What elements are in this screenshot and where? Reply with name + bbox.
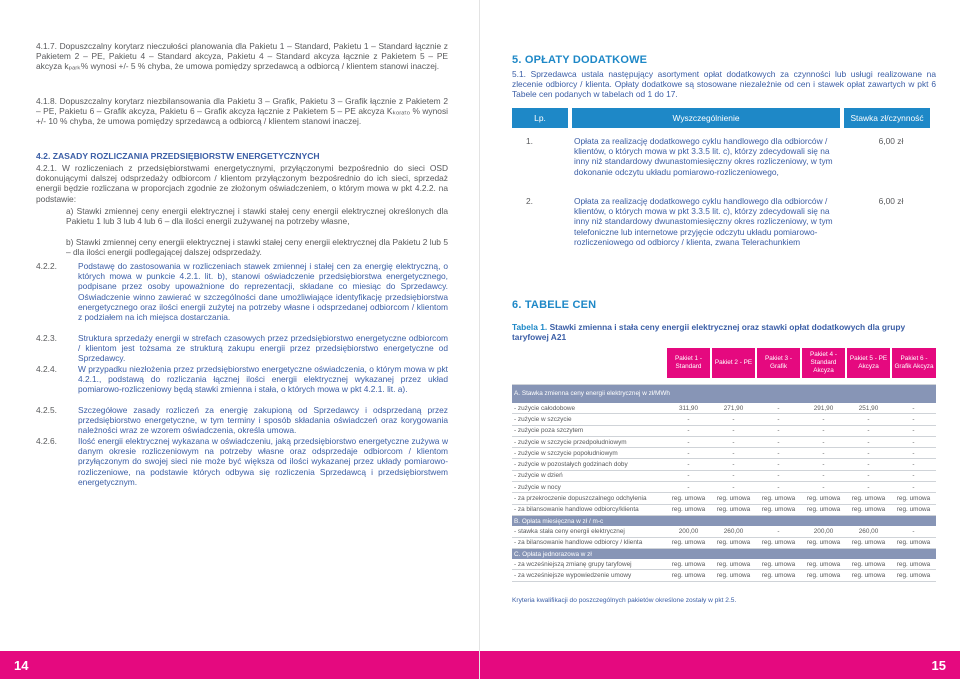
- table-cell: -: [666, 425, 711, 436]
- table-row: [512, 448, 936, 459]
- paragraph-number: 4.2.5.: [36, 405, 57, 415]
- paragraph-body: Ilość energii elektrycznej wykazana w oświadczeniu, jaką przedsiębiorstwo energetyczne zużywa w danym okresie rozliczeniowym na potrzeby własne oraz odsprzedaje odbiorcom / klientom przyłączonym do swojej sieci nie może być większa od ilości wykazanej przez układy pomiarowo-rozliczeniowe, na podstawie których odbywa się rozliczenia Sprzedawcą i przedsiębiorstwem energetycznym.: [78, 436, 448, 487]
- table-cell: reg. umowa: [801, 504, 846, 515]
- paragraph-number: 4.2.4.: [36, 364, 57, 374]
- table-cell: reg. umowa: [756, 537, 801, 548]
- table-cell: 291,90: [801, 403, 846, 414]
- row-label: - zużycie w dzień: [512, 470, 666, 481]
- table-row: [512, 526, 936, 537]
- paragraph-body: Szczegółowe zasady rozliczeń za energię zakupioną od Sprzedawcy i odsprzedaną przez przedsiębiorstwo energetyczne, w tym terminy i sposób składania oświadczeń oraz korygowania należności wraz ze wzorem oświadczenia, określa umowa.: [78, 405, 448, 436]
- table-cell: reg. umowa: [666, 504, 711, 515]
- table-cell: -: [891, 425, 936, 436]
- table-cell: reg. umowa: [846, 559, 891, 570]
- paragraph-body: Podstawę do zastosowania w rozliczeniach stawek zmiennej i stałej cen za energię elektryczną, o których mowa w punkcie 4.2.1. lit. b), stanowi oświadczenie przedsiębiorstwa energetycznego, podpisane przez osoby upoważnione do reprezentacji, składane co miesiąc do Sprzedawcy. Oświadczenie winno zawierać w szczególności dane umożliwiające identyfikację przedsiębiorstwa energetycznego oraz ilości energii zużytej na potrzeby własne i odsprzedanej odbiorcom / klientom z podziałem na ich miejsca dostarczania.: [78, 261, 448, 323]
- page-footer-bar: [0, 651, 479, 679]
- table-cell: -: [756, 436, 801, 447]
- row-label: - za przekroczenie dopuszczalnego odchylenia: [512, 493, 666, 504]
- table-cell: reg. umowa: [801, 559, 846, 570]
- table-cell: -: [756, 414, 801, 425]
- paragraph-4-2-4: [36, 364, 448, 395]
- table-cell: reg. umowa: [801, 570, 846, 581]
- page-number: 15: [931, 658, 946, 673]
- fee-lp: 2.: [526, 196, 533, 206]
- table-cell: reg. umowa: [711, 493, 756, 504]
- table-cell: reg. umowa: [666, 493, 711, 504]
- table-cell: reg. umowa: [756, 570, 801, 581]
- table-cell: -: [891, 526, 936, 537]
- table-cell: -: [891, 482, 936, 493]
- table-cell: 200,00: [666, 526, 711, 537]
- table-cell: -: [711, 482, 756, 493]
- table-cell: -: [846, 482, 891, 493]
- table-row: [512, 559, 936, 570]
- fee-description: Opłata za realizację dodatkowego cyklu handlowego dla odbiorców / klientów, o których mowa w pkt 3.3.5 lit. c), którzy zdecydowali się na inny niż standardowy dwunastomiesięczny okres rozliczeniowy, w tym telefoniczne lub internetowe przyjęcie odczytu układu pomiarowo-rozliczeniowego od odbiorcy / klienta, zwana Telerachunkiem: [574, 196, 833, 247]
- price-table-a21: [512, 348, 936, 582]
- table-cell: -: [711, 448, 756, 459]
- table-cell: 200,00: [801, 526, 846, 537]
- table-cell: reg. umowa: [756, 493, 801, 504]
- table-cell: -: [666, 470, 711, 481]
- table-cell: -: [891, 459, 936, 470]
- paragraph-body: Struktura sprzedaży energii w strefach czasowych przez przedsiębiorstwo energetyczne odbiorcom / klientom jest tożsama ze strukturą zakupu energii przez przedsiębiorstwo energetyczne od Sprzedawcy.: [78, 333, 448, 364]
- column-header: Pakiet 2 - PE: [711, 348, 756, 378]
- table-cell: -: [891, 470, 936, 481]
- table-cell: -: [711, 425, 756, 436]
- table-cell: reg. umowa: [666, 559, 711, 570]
- table-cell: -: [846, 470, 891, 481]
- table-cell: -: [666, 459, 711, 470]
- table-row: [512, 470, 936, 481]
- table-label: Tabela 1.: [512, 322, 548, 332]
- table-row: [512, 570, 936, 581]
- table-cell: 251,90: [846, 403, 891, 414]
- table-cell: reg. umowa: [801, 493, 846, 504]
- table-cell: reg. umowa: [666, 537, 711, 548]
- table-section-row: [512, 548, 936, 559]
- paragraph-5-1: 5.1. Sprzedawca ustala następujący asortyment opłat dodatkowych za czynności lub usługi realizowane na zlecenie odbiorcy / klienta. Opłaty dodatkowe są stosowane niezależnie od cen i stawek opłat zawartych w pkt 6 Tabele cen podanych w tabelach od 1 do 17.: [512, 69, 936, 100]
- table-cell: reg. umowa: [756, 504, 801, 515]
- table-cell: 311,90: [666, 403, 711, 414]
- table-row: [512, 436, 936, 447]
- table-cell: -: [801, 459, 846, 470]
- table-title: Stawki zmienna i stała ceny energii elektrycznej oraz stawki opłat dodatkowych dla grupy taryfowej A21: [512, 322, 906, 343]
- paragraph-number: 4.2.3.: [36, 333, 57, 343]
- table-cell: -: [846, 459, 891, 470]
- paragraph-4-2-1-a: a) Stawki zmiennej ceny energii elektrycznej i stawki stałej ceny energii elektrycznej określonych dla Pakietu 1 lub 3 lub 4 lub 6 – dla ilości energii zużywanej na potrzeby własne,: [66, 206, 448, 227]
- table-cell: -: [756, 526, 801, 537]
- row-label: - zużycie całodobowe: [512, 403, 666, 414]
- table-cell: -: [756, 470, 801, 481]
- table-cell: -: [801, 425, 846, 436]
- table-row: [512, 414, 936, 425]
- fees-table-header: [512, 108, 930, 128]
- table-row: [512, 425, 936, 436]
- table-row: [512, 493, 936, 504]
- table-cell: -: [711, 459, 756, 470]
- table-row: [512, 482, 936, 493]
- paragraph-4-2-5: [36, 405, 448, 436]
- paragraph-4-1-8: 4.1.8. Dopuszczalny korytarz niezbilansowania dla Pakietu 3 – Grafik, Pakietu 3 – Grafik łącznie z Pakietem 2 – PE, Pakietu 6 – Grafik akcyza, Pakietu 6 – Grafik akcyza łącznie z Pakietem 5 – PE akcyza Kₖₒᵣₐₜₒ % wynosi +/- 10 % chyba, że umowa pomiędzy sprzedawcą a odbiorcą / klientem stanowi inaczej.: [36, 96, 448, 127]
- row-label: - za wcześniejszą zmianę grupy taryfowej: [512, 559, 666, 570]
- table-cell: -: [711, 414, 756, 425]
- fee-rate: 6,00 zł: [878, 136, 904, 146]
- paragraph-4-2-3: [36, 333, 448, 364]
- table-cell: -: [846, 436, 891, 447]
- table-cell: -: [801, 470, 846, 481]
- table-cell: -: [756, 482, 801, 493]
- paragraph-4-2-1: 4.2.1. W rozliczeniach z przedsiębiorstwami energetycznymi, przyłączonymi bezpośrednio do sieci OSD dokonującymi dalszej odsprzedaży odbiorcom / klientom przyłączonym bezpośrednio do ich sieci, sprzedaż energii będzie rozliczana w proporcjach zgodnie ze złożonym oświadczeniem, o którym mowa w pkt 4.2.2. na podstawie:: [36, 163, 448, 204]
- table-cell: -: [756, 459, 801, 470]
- header-rate: Stawka zł/czynność: [844, 108, 930, 128]
- row-label: - zużycie w szczycie: [512, 414, 666, 425]
- table-header-row: [512, 348, 936, 378]
- table-caption: [512, 322, 936, 343]
- table-cell: reg. umowa: [801, 537, 846, 548]
- table-cell: -: [666, 448, 711, 459]
- row-label: - zużycie poza szczytem: [512, 425, 666, 436]
- column-header: Pakiet 5 - PE Akcyza: [846, 348, 891, 378]
- page-number: 14: [14, 658, 29, 673]
- paragraph-number: 4.2.2.: [36, 261, 57, 271]
- table-cell: -: [756, 448, 801, 459]
- table-cell: -: [666, 482, 711, 493]
- table-cell: reg. umowa: [711, 537, 756, 548]
- table-cell: -: [801, 436, 846, 447]
- table-cell: reg. umowa: [711, 570, 756, 581]
- row-label: - stawka stała ceny energii elektrycznej: [512, 526, 666, 537]
- column-header: Pakiet 3 - Grafik: [756, 348, 801, 378]
- table-cell: -: [711, 436, 756, 447]
- table-row: [512, 504, 936, 515]
- table-cell: reg. umowa: [846, 537, 891, 548]
- header-lp: Lp.: [512, 108, 568, 128]
- paragraph-number: 4.2.6.: [36, 436, 57, 446]
- page-footer-bar: [480, 651, 960, 679]
- column-header: Pakiet 1 - Standard: [666, 348, 711, 378]
- section-label: A. Stawka zmienna ceny energii elektrycznej w zł/MWh: [512, 385, 936, 404]
- row-label: - zużycie w nocy: [512, 482, 666, 493]
- table-cell: -: [891, 436, 936, 447]
- table-cell: reg. umowa: [891, 493, 936, 504]
- table-cell: reg. umowa: [891, 504, 936, 515]
- table-cell: -: [801, 448, 846, 459]
- paragraph-4-1-7: 4.1.7. Dopuszczalny korytarz nieczułości planowania dla Pakietu 1 – Standard, Pakietu 1 – Standard łącznie z Pakietem 2 – PE, Pakietu 4 – Standard akcyza, Pakietu 4 – Standard akcyza łącznie z Pakietem 5 – PE akcyza kₚₐᵣₖ% wynosi +/- 5 % chyba, że umowa pomiędzy sprzedawcą a odbiorcą / klientem stanowi inaczej.: [36, 41, 448, 72]
- row-label: - za bilansowanie handlowe odbiorcy/klienta: [512, 504, 666, 515]
- row-label: - za bilansowanie handlowe odbiorcy / klienta: [512, 537, 666, 548]
- row-label: - zużycie w szczycie popołudniowym: [512, 448, 666, 459]
- table-cell: -: [891, 414, 936, 425]
- fee-rate: 6,00 zł: [878, 196, 904, 206]
- table-cell: reg. umowa: [891, 559, 936, 570]
- section-title-5: 5. OPŁATY DODATKOWE: [512, 54, 648, 66]
- section-label: C. Opłata jednorazowa w zł: [512, 548, 936, 559]
- table-row: [512, 403, 936, 414]
- table-cell: reg. umowa: [891, 537, 936, 548]
- table-cell: 260,00: [846, 526, 891, 537]
- fee-description: Opłata za realizację dodatkowego cyklu handlowego dla odbiorców / klientów, o których mowa w pkt 3.3.5 lit. c), którzy zdecydowali się na inny niż standardowy dwunastomiesięczny okres rozliczeniowy, w tym dokonanie odczytu układu pomiarowo-rozliczeniowego,: [574, 136, 833, 177]
- header-blank: [512, 348, 666, 378]
- right-page: [480, 0, 960, 679]
- table-cell: -: [891, 403, 936, 414]
- table-cell: -: [666, 414, 711, 425]
- table-cell: -: [756, 403, 801, 414]
- paragraph-4-2-6: [36, 436, 448, 487]
- table-cell: -: [756, 425, 801, 436]
- table-cell: reg. umowa: [846, 504, 891, 515]
- table-cell: reg. umowa: [666, 570, 711, 581]
- paragraph-4-2-1-b: b) Stawki zmiennej ceny energii elektrycznej i stawki stałej ceny energii elektrycznej dla Pakietu 2 lub 5 – dla ilości energii podlegającej dalszej odsprzedaży.: [66, 237, 448, 258]
- section-title-6: 6. TABELE CEN: [512, 299, 597, 311]
- table-cell: -: [846, 448, 891, 459]
- section-heading-4-2: 4.2. ZASADY ROZLICZANIA PRZEDSIĘBIORSTW ENERGETYCZNYCH: [36, 151, 320, 161]
- table-cell: reg. umowa: [756, 559, 801, 570]
- section-label: B. Opłata miesięczna w zł / m-c: [512, 515, 936, 526]
- column-header: Pakiet 6 - Grafik Akcyza: [891, 348, 936, 378]
- row-label: - zużycie w szczycie przedpołudniowym: [512, 436, 666, 447]
- table-footnote: Kryteria kwalifikacji do poszczególnych pakietów określone zostały w pkt 2.5.: [512, 597, 737, 604]
- table-cell: -: [711, 470, 756, 481]
- table-row: [512, 537, 936, 548]
- table-cell: -: [801, 482, 846, 493]
- table-cell: -: [666, 436, 711, 447]
- table-cell: 271,90: [711, 403, 756, 414]
- table-cell: reg. umowa: [891, 570, 936, 581]
- header-description: Wyszczególnienie: [572, 108, 840, 128]
- paragraph-body: W przypadku niezłożenia przez przedsiębiorstwo energetyczne oświadczenia, o którym mowa w pkt 4.2.1., podstawą do rozliczania łącznej ilości energii elektrycznej wykazanej przez układ pomiarowo-rozliczeniowy będą stawki zmienna i stała, o których mowa w pkt 4.2.1. lit. a).: [78, 364, 448, 395]
- table-cell: reg. umowa: [711, 559, 756, 570]
- column-header: Pakiet 4 - Standard Akcyza: [801, 348, 846, 378]
- table-section-row: [512, 385, 936, 404]
- fee-lp: 1.: [526, 136, 533, 146]
- paragraph-4-2-2: [36, 261, 448, 322]
- table-cell: reg. umowa: [846, 570, 891, 581]
- table-cell: -: [846, 414, 891, 425]
- row-label: - zużycie w pozostałych godzinach doby: [512, 459, 666, 470]
- table-cell: reg. umowa: [711, 504, 756, 515]
- table-cell: 260,00: [711, 526, 756, 537]
- table-cell: reg. umowa: [846, 493, 891, 504]
- table-row: [512, 459, 936, 470]
- table-section-row: [512, 515, 936, 526]
- table-cell: -: [801, 414, 846, 425]
- row-label: - za wcześniejsze wypowiedzenie umowy: [512, 570, 666, 581]
- table-cell: -: [891, 448, 936, 459]
- table-cell: -: [846, 425, 891, 436]
